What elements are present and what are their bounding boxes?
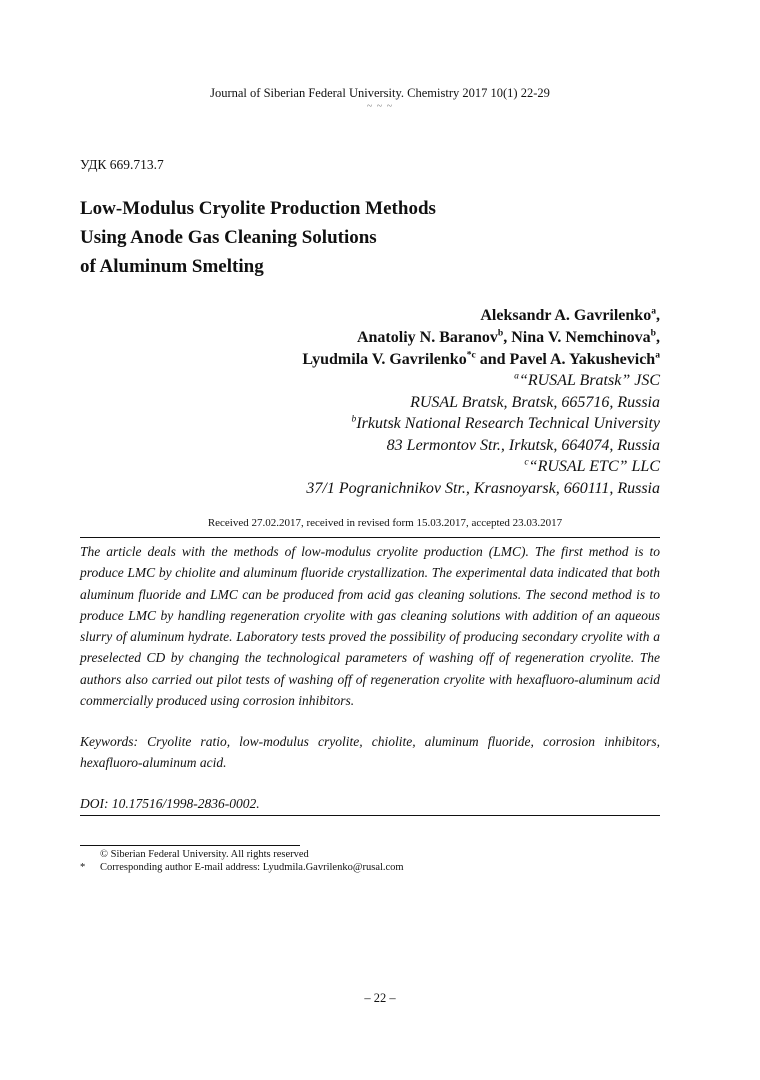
affiliation-b-address: 83 Lermontov Str., Irkutsk, 664074, Russia <box>386 436 660 454</box>
author-separator: , <box>656 307 660 324</box>
author-affil-mark: b <box>650 327 656 339</box>
affiliation-c-address: 37/1 Pogranichnikov Str., Krasnoyarsk, 660111, Russia <box>306 479 660 497</box>
title-line-2: Using Anode Gas Cleaning Solutions <box>80 227 377 248</box>
abstract: The article deals with the methods of low-modulus cryolite production (LMC). The first method is to produce LMC by chiolite and aluminum fluoride crystallization. The experimental data indicated that both aluminum fluoride and LMC can be produced from acid gas cleaning solutions. The second method is to produce LMC by handling regeneration cryolite with gas cleaning solutions with addition of an aqueous slurry of aluminum hydrate. Laboratory tests proved the possibility of producing secondary cryolite with a preselected CD by changing the technological parameters of washing off of regeneration cryolite. The authors also carried out pilot tests of washing off of regeneration cryolite with hexafluoro-aluminum acid commercially produced using corrosion inhibitors. <box>80 544 660 709</box>
author-name: Pavel A. Yakushevich <box>509 351 656 368</box>
author-affil-mark: a <box>655 349 660 361</box>
copyright-footnote: © Siberian Federal University. All rights reserved <box>100 849 309 860</box>
udk-code: УДК 669.713.7 <box>80 157 164 172</box>
doi: DOI: 10.17516/1998-2836-0002. <box>80 796 260 811</box>
author-affil-mark: b <box>497 327 504 339</box>
footnote-asterisk: * <box>80 862 86 873</box>
affiliation-b-org <box>306 413 660 435</box>
affil-mark: b <box>351 413 357 425</box>
corresponding-author-email: Corresponding author E-mail address: Lyudmila.Gavrilenko@rusal.com <box>100 862 404 873</box>
author-name: Nina V. Nemchinova <box>511 329 651 346</box>
received-dates: Received 27.02.2017, received in revised form 15.03.2017, accepted 23.03.2017 <box>207 517 563 529</box>
affiliation-c-org <box>306 456 660 478</box>
title-line-3: of Aluminum Smelting <box>80 256 264 277</box>
author-name: Lyudmila V. Gavrilenko <box>302 351 467 368</box>
paper-title <box>80 194 436 281</box>
author-affil-mark: a <box>651 305 656 317</box>
author-list <box>302 305 660 371</box>
divider <box>80 537 660 538</box>
title-line-1: Low-Modulus Cryolite Production Methods <box>80 198 436 219</box>
affiliation-a-address: RUSAL Bratsk, Bratsk, 665716, Russia <box>410 393 660 411</box>
header-ornament: ~ ~ ~ <box>366 101 394 112</box>
keywords: Keywords: Cryolite ratio, low-modulus cryolite, chiolite, aluminum fluoride, corrosion inhibitors, hexafluoro-aluminum acid. <box>80 734 660 771</box>
divider <box>80 815 660 816</box>
page-number: – 22 – <box>364 991 396 1005</box>
author-separator: , <box>503 329 508 346</box>
author-affil-mark: *c <box>466 349 476 361</box>
author-separator: , <box>656 329 660 346</box>
author-line-2 <box>302 327 660 349</box>
author-separator: and <box>475 351 510 368</box>
affiliation-a-org <box>306 370 660 392</box>
journal-header: Journal of Siberian Federal University. Chemistry 2017 10(1) 22-29 <box>210 86 550 100</box>
author-line-1 <box>302 305 660 327</box>
author-line-3 <box>302 349 660 371</box>
affiliations <box>306 370 660 499</box>
author-name: Anatoliy N. Baranov <box>356 329 498 346</box>
affil-org: Irkutsk National Research Technical University <box>356 415 660 432</box>
footnote-divider <box>80 845 300 846</box>
corresponding-author-footnote <box>80 861 404 874</box>
affil-mark: a <box>514 370 519 382</box>
affil-org: “RUSAL ETC” LLC <box>528 458 660 475</box>
author-name: Aleksandr A. Gavrilenko <box>480 307 652 324</box>
affil-mark: c <box>524 456 529 468</box>
affil-org: “RUSAL Bratsk” JSC <box>518 372 660 389</box>
